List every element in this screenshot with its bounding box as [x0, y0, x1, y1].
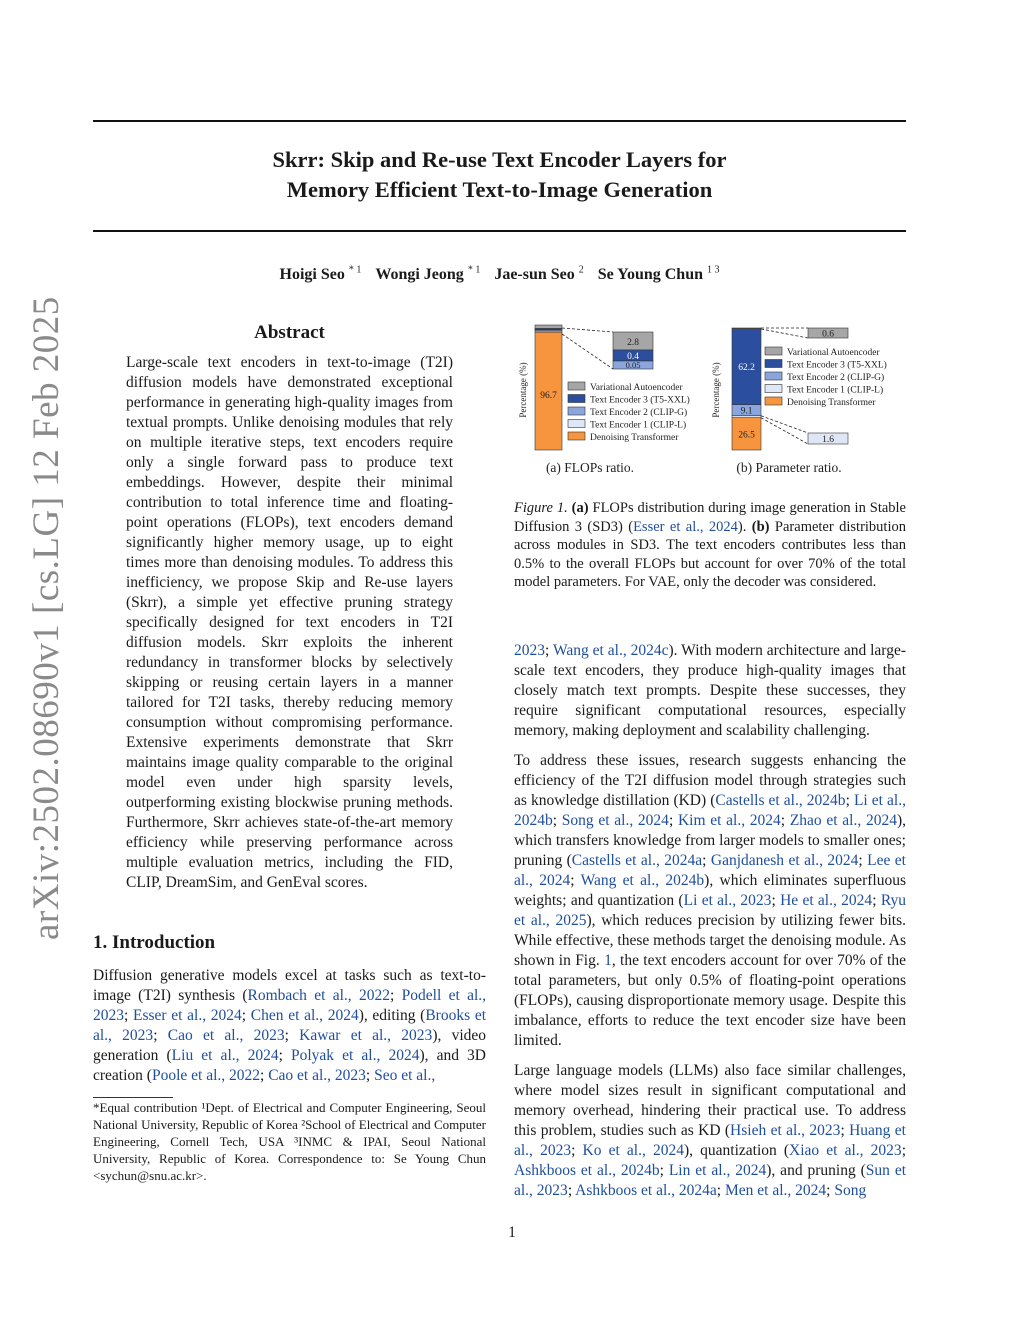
citation-link[interactable]: Cao et al., 2023	[167, 1027, 285, 1044]
text-span: ;	[858, 852, 868, 869]
legend-swatch	[765, 347, 782, 355]
text-span: ;	[872, 892, 881, 909]
text-span: ;	[260, 1067, 269, 1084]
author-name: Wongi Jeong	[375, 266, 464, 284]
author-name: Hoigi Seo	[279, 266, 345, 284]
author	[375, 266, 480, 283]
bar-value-label: 26.5	[738, 430, 755, 441]
text-span: ;	[124, 1007, 133, 1024]
zoom-connector	[562, 328, 613, 332]
citation-link[interactable]: Kawar et al., 2023	[299, 1027, 433, 1044]
intro-text	[93, 966, 486, 1096]
author-affil: * 1	[467, 265, 481, 276]
zoom-value-label: 0.4	[627, 352, 639, 362]
author-affil: * 1	[348, 265, 362, 276]
legend-swatch	[765, 385, 782, 393]
citation-link[interactable]: Song et al., 2024	[561, 812, 669, 829]
citation-link[interactable]: Chen et al., 2024	[250, 1007, 359, 1024]
abstract-heading: Abstract	[254, 322, 325, 343]
citation-link[interactable]: Ganjdanesh et al., 2024	[710, 852, 859, 869]
section-heading: 1. Introduction	[93, 932, 216, 953]
text-span: ), and pruning (	[766, 1162, 866, 1179]
zoom-value-label: 2.8	[627, 338, 639, 348]
citation-link[interactable]: Ko et al., 2024	[582, 1142, 684, 1159]
citation-link[interactable]: Castells et al., 2024b	[715, 792, 846, 809]
citation-link[interactable]: Li et al., 2023	[683, 892, 772, 909]
zoom-connector	[761, 329, 808, 338]
citation-link[interactable]: Ashkboos et al., 2024a	[575, 1182, 717, 1199]
citation-link[interactable]: Kim et al., 2024	[677, 812, 781, 829]
y-axis-label: Percentage (%)	[518, 362, 528, 418]
figure-svg	[514, 320, 914, 490]
citation-link[interactable]: Castells et al., 2024a	[571, 852, 703, 869]
footnote: *Equal contribution ¹Dept. of Electrical and Computer Engineering, Seoul National University, Republic of Korea ²School of Electrical and Computer Engineering, Cornell Tech, USA ³INMC & IPAI, Seoul National University, Republic of Korea. Correspondence to: Se Young Chun <sychun@snu.ac.kr>.	[93, 1100, 486, 1183]
legend-label: Text Encoder 1 (CLIP-L)	[590, 420, 687, 431]
legend-label: Denoising Transformer	[787, 398, 876, 408]
legend-label: Denoising Transformer	[590, 433, 679, 443]
legend-label: Text Encoder 3 (T5-XXL)	[787, 360, 887, 371]
title-line: Memory Efficient Text-to-Image Generation	[286, 177, 713, 202]
text-span: ;	[284, 1027, 300, 1044]
text-span: Figure 1.	[514, 500, 572, 516]
citation-link[interactable]: Ryu et al., 2025	[514, 892, 907, 929]
legend-swatch	[765, 397, 782, 405]
text-span: ;	[668, 812, 678, 829]
legend-label: Variational Autoencoder	[590, 383, 683, 393]
text-span: ).	[737, 518, 752, 535]
legend-label: Text Encoder 2 (CLIP-G)	[787, 373, 885, 383]
title-line: Skrr: Skip and Re-use Text Encoder Layers for	[272, 147, 727, 172]
abstract-text: Large-scale text encoders in text-to-image (T2I) diffusion models have demonstrated exceptional performance in generating high-quality images from textual prompts. Unlike denoising modules that rely on multiple iterative steps, text encoders require only a single forward pass to produce text embeddings. However, despite their minimal contribution to total inference time and floating-point operations (FLOPs), text encoders demand significantly higher memory usage, up to eight times more than denoising modules. To address this inefficiency, we propose Skip and Re-use layers (Skrr), a simple yet effective pruning strategy specifically designed for text encoders in T2I diffusion models. Skrr exploits the inherent redundancy in transformer blocks by selectively skipping or reusing certain layers in a manner tailored for T2I tasks, thereby reducing memory consumption without compromising performance. Extensive experiments demonstrate that Skrr maintains image quality comparable to the original model even under high sparsity levels, outperforming existing blockwise pruning methods. Furthermore, Skrr achieves state-of-the-art memory efficiency while preserving performance across multiple evaluation metrics, including the FID, CLIP, DreamSim, and GenEval scores.	[126, 354, 453, 891]
text-span: ;	[241, 1007, 251, 1024]
legend-label: Text Encoder 1 (CLIP-L)	[787, 385, 884, 396]
paragraph	[93, 966, 486, 1086]
citation-link[interactable]: Seo et al.,	[374, 1067, 436, 1084]
text-span: ;	[771, 892, 781, 909]
citation-link[interactable]: Song	[834, 1182, 867, 1199]
text-span: ;	[545, 642, 553, 659]
text-span: ), which eliminates superfluous weights; and quantization (	[514, 872, 907, 909]
text-span: ;	[840, 1122, 850, 1139]
zoom-connector	[761, 418, 808, 444]
text-span: Parameter distribution across modules in SD3. The text encoders contributes less than 0.5% to the overall FLOPs but account for over 70% of the total model parameters. For VAE, only the decoder was considered.	[514, 518, 906, 590]
citation-link[interactable]: Ashkboos et al., 2024b	[514, 1162, 660, 1179]
text-span: ;	[702, 852, 711, 869]
citation-link[interactable]: Poole et al., 2022	[151, 1067, 261, 1084]
text-span: (b)	[751, 518, 770, 535]
text-span: (a)	[571, 500, 589, 516]
citation-link[interactable]: Rombach et al., 2022	[247, 987, 391, 1004]
citation-link[interactable]: 2023	[514, 642, 545, 659]
text-span: ;	[901, 1142, 906, 1159]
legend-swatch	[765, 360, 782, 368]
paragraph	[514, 499, 906, 592]
citation-link[interactable]: Xiao et al., 2023	[789, 1142, 902, 1159]
text-span: Large language models (LLMs) also face similar challenges, where model sizes result in significant computational and memory overhead, hindering their practical use. To address this problem, studies such as KD (	[514, 1062, 906, 1139]
legend-swatch	[568, 420, 585, 428]
text-span: ;	[365, 1067, 375, 1084]
text-span: ), quantization (	[683, 1142, 790, 1159]
text-span: To address these issues, research suggests enhancing the efficiency of the T2I diffusion model through strategies such as knowledge distillation (KD) (	[514, 752, 906, 809]
chart-subtitle: (b) Parameter ratio.	[736, 460, 842, 475]
legend-swatch	[765, 372, 782, 380]
text-span: ;	[552, 812, 562, 829]
author	[494, 266, 583, 283]
citation-link[interactable]: Podell et al., 2023	[93, 987, 487, 1024]
text-span: ;	[571, 1142, 583, 1159]
bar-segment-variational-autoencoder	[732, 328, 761, 329]
text-span: ;	[845, 792, 854, 809]
text-span: ;	[826, 1182, 835, 1199]
text-span: FLOPs distribution during image generation in Stable Diffusion 3 (SD3) (	[514, 500, 906, 535]
legend-swatch	[568, 395, 585, 403]
text-span: ), which reduces precision by utilizing fewer bits. While effective, these methods target the denoising module. As shown in Fig.	[514, 912, 906, 969]
legend-label: Text Encoder 2 (CLIP-G)	[590, 408, 688, 418]
citation-link[interactable]: Sun et al., 2023	[514, 1162, 906, 1199]
text-span: ;	[153, 1027, 168, 1044]
y-axis-label: Percentage (%)	[711, 362, 721, 418]
citation-link[interactable]: Esser et al., 2024	[633, 518, 738, 535]
text-span: ), and 3D creation (	[93, 1047, 486, 1084]
citation-link[interactable]: Polyak et al., 2024	[291, 1047, 420, 1064]
citation-link[interactable]: Li et al., 2024b	[514, 792, 906, 829]
citation-link[interactable]: Liu et al., 2024	[171, 1047, 279, 1064]
author-name: Se Young Chun	[597, 266, 703, 284]
text-span: ;	[780, 812, 790, 829]
figure-1	[514, 320, 914, 490]
page-number: 1	[508, 1224, 516, 1241]
citation-link[interactable]: Hsieh et al., 2023	[730, 1122, 841, 1139]
arxiv-identifier: arXiv:2502.08690v1 [cs.LG] 12 Feb 2025	[26, 296, 67, 940]
author-affil: 2	[578, 265, 584, 276]
author-affil: 1 3	[707, 265, 720, 276]
text-span: , the text encoders account for over 70% of the total parameters, but only 0.5% of floating-point operations (FLOPs), causing disproportionate memory usage. Despite this imbalance, efforts to reduce the text encoder size have been limited.	[514, 952, 906, 1049]
author	[280, 266, 362, 283]
citation-link[interactable]: He et al., 2024	[780, 892, 873, 909]
zoom-value-label: 0.05	[625, 360, 641, 370]
legend-swatch	[568, 382, 585, 390]
paper-title	[93, 145, 906, 205]
author-list	[93, 265, 906, 284]
right-column-text	[514, 641, 906, 1211]
citation-link[interactable]: Zhao et al., 2024	[789, 812, 897, 829]
zoom-value-label: 1.6	[822, 435, 834, 445]
footnote-rule	[93, 1097, 173, 1098]
bar-value-label: 9.1	[740, 406, 753, 417]
chart-subtitle: (a) FLOPs ratio.	[545, 460, 635, 475]
text-span: ;	[659, 1162, 669, 1179]
paragraph	[514, 1061, 906, 1201]
text-span: ;	[570, 872, 581, 889]
citation-link[interactable]: Esser et al., 2024	[133, 1007, 242, 1024]
top-rule	[93, 120, 906, 122]
citation-link[interactable]: 1	[604, 952, 612, 969]
legend-label: Text Encoder 3 (T5-XXL)	[590, 395, 690, 406]
text-span: Diffusion generative models excel at tasks such as text-to-image (T2I) synthesis (	[93, 967, 486, 1004]
legend-label: Variational Autoencoder	[787, 348, 880, 358]
zoom-connector	[562, 334, 613, 369]
text-span: ), editing (	[358, 1007, 426, 1024]
text-span: ;	[278, 1047, 291, 1064]
bar-value-label: 96.7	[540, 391, 557, 401]
citation-link[interactable]: Cao et al., 2023	[268, 1067, 366, 1084]
paragraph	[514, 751, 906, 1051]
citation-link[interactable]: Brooks et al., 2023	[93, 1007, 487, 1044]
bar-segment-variational-autoencoder	[535, 325, 562, 328]
text-span: ;	[390, 987, 402, 1004]
title-rule	[93, 230, 906, 232]
text-span: ;	[716, 1182, 725, 1199]
legend-swatch	[568, 407, 585, 415]
citation-link[interactable]: Lin et al., 2024	[668, 1162, 767, 1179]
author	[598, 266, 720, 283]
citation-link[interactable]: Huang et al., 2023	[514, 1122, 906, 1159]
citation-link[interactable]: Lee et al., 2024	[514, 852, 906, 889]
text-span: ), which transfers knowledge from larger models to smaller ones; pruning (	[514, 812, 906, 869]
citation-link[interactable]: Wang et al., 2024c	[552, 642, 669, 659]
text-span: ). With modern architecture and large-scale text encoders, they produce high-quality images that closely match text prompts. Despite these successes, they require significant computational resources, especially memory, making deployment and scalability challenging.	[514, 642, 906, 739]
citation-link[interactable]: Wang et al., 2024b	[580, 872, 705, 889]
author-name: Jae-sun Seo	[494, 266, 575, 284]
paragraph	[514, 641, 906, 741]
bar-value-label: 62.2	[738, 363, 755, 374]
zoom-value-label: 0.6	[822, 329, 834, 340]
text-span: ), video generation (	[93, 1027, 487, 1064]
text-span: ;	[567, 1182, 576, 1199]
citation-link[interactable]: Men et al., 2024	[724, 1182, 827, 1199]
legend-swatch	[568, 432, 585, 440]
figure-caption	[514, 499, 906, 602]
